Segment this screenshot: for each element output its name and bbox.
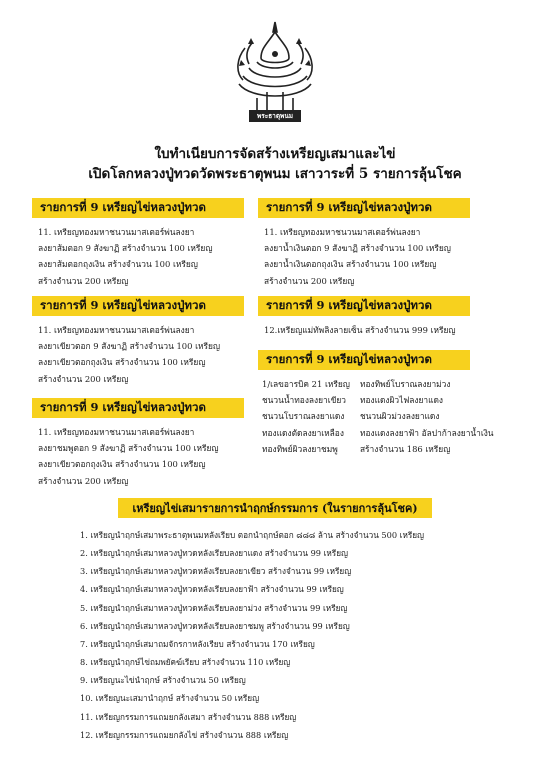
list-item: ลงยาชมพูตอก 9 สังฆาฏิ สร้างจำนวน 100 เหรียญ	[38, 443, 219, 454]
page-title-line-1: ใบทำเนียบการจัดสร้างเหรียญเสมาและไข่	[154, 146, 396, 162]
list-item: ชนวนโบราณลงยาแดง	[262, 411, 345, 422]
list-item: 11. เหรียญทองมหาชนวนมาสเตอร์พ่นลงยา	[38, 325, 195, 335]
list-item: ลงยาน้ำเงินตอกถุงเงิน สร้างจำนวน 100 เหรียญ	[264, 259, 437, 270]
left-column	[262, 376, 350, 457]
list-item: 5. เหรียญนำฤกษ์เสมาหลวงปู่ทวดหลังเรียบลงยาม่วง สร้างจำนวน 99 เหรียญ	[80, 602, 348, 613]
section-lines	[264, 322, 456, 338]
committee-banner: เหรียญไข่เสมารายการนำฤกษ์กรรมการ (ในรายการลุ้นโชค)	[118, 498, 432, 518]
list-item: 1/เลขอารบิค 21 เหรียญ	[262, 379, 350, 389]
logo-text: พระธาตุพนม	[256, 112, 294, 120]
list-item: 10. เหรียญนะเสมานำฤกษ์ สร้างจำนวน 50 เหรียญ	[80, 693, 260, 704]
section-lines	[264, 224, 451, 289]
list-item: 7. เหรียญนำฤกษ์เสมาถมจักรกาหลังเรียบ สร้างจำนวน 170 เหรียญ	[80, 638, 315, 649]
list-item: ลงยาเขียวตอก 9 สังฆาฏิ สร้างจำนวน 100 เหรียญ	[38, 341, 221, 352]
list-item: สร้างจำนวน 186 เหรียญ	[359, 443, 451, 454]
list-item: สร้างจำนวน 200 เหรียญ	[38, 373, 129, 384]
list-item: 4. เหรียญนำฤกษ์เสมาหลวงปู่ทวดหลังเรียบลงยาฟ้า สร้างจำนวน 99 เหรียญ	[80, 584, 344, 595]
list-item: 8. เหรียญนำฤกษ์ไข่ถมพยัคฆ์เรียบ สร้างจำนวน 110 เหรียญ	[80, 657, 291, 668]
section-banner: รายการที่ 9 เหรียญไข่หลวงปู่ทวด	[32, 198, 244, 218]
committee-list	[80, 526, 500, 744]
list-item: 2. เหรียญนำฤกษ์เสมาหลวงปู่ทวดหลังเรียบลงยาแดง สร้างจำนวน 99 เหรียญ	[80, 548, 348, 559]
section-lines	[38, 424, 219, 489]
list-item: 11. เหรียญทองมหาชนวนมาสเตอร์พ่นลงยา	[38, 427, 195, 437]
list-item: ลงยาเขียวตอกถุงเงิน สร้างจำนวน 100 เหรียญ	[38, 459, 206, 470]
list-item: 11. เหรียญกรรมการแถมยกลังเสมา สร้างจำนวน 888 เหรียญ	[80, 711, 297, 722]
right-column	[360, 376, 494, 457]
temple-emblem-logo	[227, 18, 323, 126]
list-item: 3. เหรียญนำฤกษ์เสมาหลวงปู่ทวดหลังเรียบลงยาเขียว สร้างจำนวน 99 เหรียญ	[80, 566, 352, 577]
section-two-column-list	[262, 376, 494, 457]
list-item: ลงยาเขียวตอกถุงเงิน สร้างจำนวน 100 เหรียญ	[38, 357, 206, 368]
list-item: ลงยาส้มตอกถุงเงิน สร้างจำนวน 100 เหรียญ	[38, 259, 198, 270]
list-item: 11. เหรียญทองมหาชนวนมาสเตอร์พ่นลงยา	[38, 227, 195, 237]
list-item: ทองทิพย์โบราณลงยาม่วง	[359, 379, 451, 389]
list-item: 9. เหรียญนะไข่นำฤกษ์ สร้างจำนวน 50 เหรียญ	[80, 675, 246, 686]
list-item: 1. เหรียญนำฤกษ์เสมาพระธาตุพนมหลังเรียบ ตอกนำฤกษ์ตอก ๘๘๘ ล้าน สร้างจำนวน 500 เหรียญ	[80, 530, 425, 540]
section-banner: รายการที่ 9 เหรียญไข่หลวงปู่ทวด	[258, 296, 470, 316]
section-lines	[38, 322, 220, 387]
list-item: สร้างจำนวน 200 เหรียญ	[38, 475, 129, 486]
section-lines	[38, 224, 212, 289]
section-banner: รายการที่ 9 เหรียญไข่หลวงปู่ทวด	[258, 350, 470, 370]
list-item: ทองแดงผิวไฟลงยาแดง	[359, 395, 444, 406]
section-banner: รายการที่ 9 เหรียญไข่หลวงปู่ทวด	[32, 398, 244, 418]
list-item: ลงยาส้มตอก 9 สังฆาฏิ สร้างจำนวน 100 เหรียญ	[38, 243, 213, 254]
section-banner: รายการที่ 9 เหรียญไข่หลวงปู่ทวด	[258, 198, 470, 218]
list-item: ทองแดงลงยาฟ้า อัลปาก้าลงยาน้ำเงิน	[359, 427, 494, 438]
list-item: ชนวนผิวม่วงลงยาแดง	[359, 411, 440, 422]
list-item: ทองทิพย์ผิวลงยาชมพู	[262, 443, 338, 454]
list-item: 6. เหรียญนำฤกษ์เสมาหลวงปู่ทวดหลังเรียบลงยาชมพู สร้างจำนวน 99 เหรียญ	[80, 620, 350, 631]
section-banner: รายการที่ 9 เหรียญไข่หลวงปู่ทวด	[32, 296, 244, 316]
list-item: สร้างจำนวน 200 เหรียญ	[38, 275, 129, 286]
list-item: 12.เหรียญแม่ทัพลิงลายเซ็น สร้างจำนวน 999 เหรียญ	[264, 325, 456, 335]
list-item: ทองแดงตัดลงยาเหลือง	[262, 427, 344, 438]
list-item: ลงยาน้ำเงินตอก 9 สังฆาฏิ สร้างจำนวน 100 เหรียญ	[264, 243, 451, 254]
list-item: 12. เหรียญกรรมการแถมยกลังไข่ สร้างจำนวน 888 เหรียญ	[80, 729, 289, 740]
list-item: ชนวนน้ำทองลงยาเขียว	[262, 395, 346, 406]
list-item: สร้างจำนวน 200 เหรียญ	[264, 275, 355, 286]
page-title-line-2: เปิดโลกหลวงปู่ทวดวัดพระธาตุพนม เสาวาระที่ 5 รายการลุ้นโชค	[88, 166, 462, 182]
list-item: 11. เหรียญทองมหาชนวนมาสเตอร์พ่นลงยา	[264, 227, 421, 237]
